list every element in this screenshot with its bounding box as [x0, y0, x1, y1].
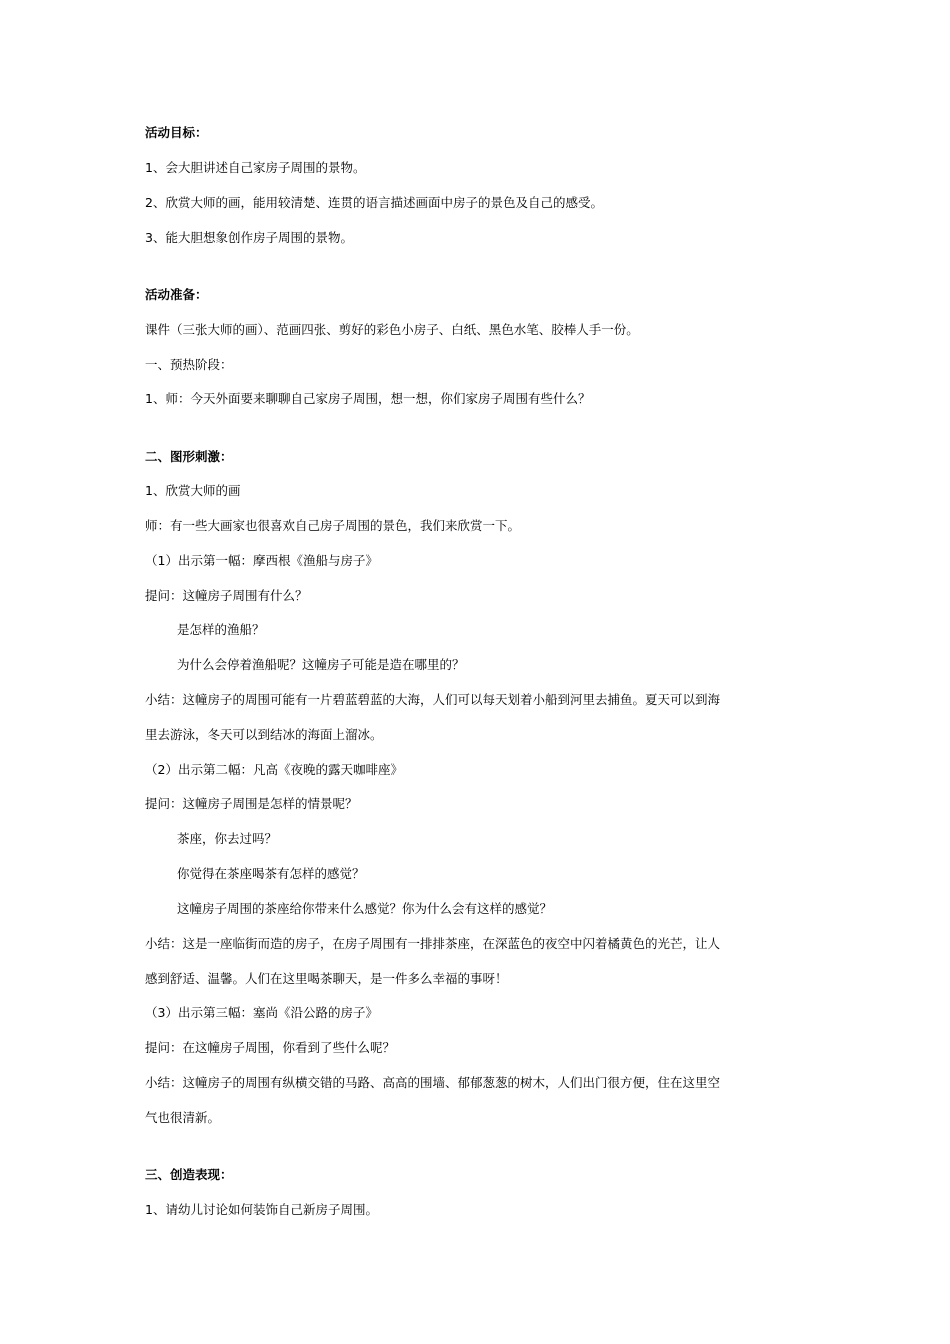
stimulus-item: （3）出示第三幅：塞尚《沿公路的房子》	[145, 1005, 378, 1020]
stimulus-item: 气也很清新。	[145, 1110, 221, 1125]
goal-item-3: 3、能大胆想象创作房子周围的景物。	[145, 230, 353, 245]
section-heading-goals: 活动目标：	[145, 125, 208, 140]
stimulus-item: 提问：在这幢房子周围，你看到了些什么呢？	[145, 1040, 396, 1055]
section-heading-stimulus: 二、图形刺激：	[145, 449, 233, 464]
stimulus-item: 提问：这幢房子周围是怎样的情景呢？	[145, 796, 358, 811]
stimulus-item: （1）出示第一幅：摩西根《渔船与房子》	[145, 553, 378, 568]
stimulus-item: 小结：这幢房子的周围可能有一片碧蓝碧蓝的大海，人们可以每天划着小船到河里去捕鱼。夏天可以到海	[145, 692, 721, 707]
preparation-materials: 课件（三张大师的画）、范画四张、剪好的彩色小房子、白纸、黑色水笔、胶棒人手一份。	[145, 322, 639, 337]
creation-item-1: 1、请幼儿讨论如何装饰自己新房子周围。	[145, 1202, 378, 1217]
stimulus-item: 感到舒适、温馨。人们在这里喝茶聊天，是一件多么幸福的事呀！	[145, 971, 508, 986]
stimulus-item: 小结：这幢房子的周围有纵横交错的马路、高高的围墙、郁郁葱葱的树木，人们出门很方便，住在这里空	[145, 1075, 721, 1090]
stimulus-item: 为什么会停着渔船呢？这幢房子可能是造在哪里的？	[177, 657, 465, 672]
warmup-heading: 一、预热阶段：	[145, 357, 233, 372]
goal-item-1: 1、会大胆讲述自己家房子周围的景物。	[145, 160, 366, 175]
stimulus-item: 1、欣赏大师的画	[145, 483, 241, 498]
warmup-item-1: 1、师：今天外面要来聊聊自己家房子周围，想一想，你们家房子周围有些什么？	[145, 391, 591, 406]
stimulus-item: 是怎样的渔船？	[177, 622, 265, 637]
stimulus-item: （2）出示第二幅：凡高《夜晚的露天咖啡座》	[145, 762, 403, 777]
section-heading-preparation: 活动准备：	[145, 287, 208, 302]
stimulus-item: 提问：这幢房子周围有什么？	[145, 588, 308, 603]
stimulus-item: 茶座，你去过吗？	[177, 831, 278, 846]
stimulus-item: 师：有一些大画家也很喜欢自己房子周围的景色，我们来欣赏一下。	[145, 518, 521, 533]
stimulus-item: 里去游泳，冬天可以到结冰的海面上溜冰。	[145, 727, 383, 742]
section-heading-creation: 三、创造表现：	[145, 1167, 233, 1182]
goal-item-2: 2、欣赏大师的画，能用较清楚、连贯的语言描述画面中房子的景色及自己的感受。	[145, 195, 603, 210]
stimulus-item: 小结：这是一座临街而造的房子，在房子周围有一排排茶座，在深蓝色的夜空中闪着橘黄色的光芒，让人	[145, 936, 721, 951]
stimulus-item: 你觉得在茶座喝茶有怎样的感觉？	[177, 866, 365, 881]
stimulus-item: 这幢房子周围的茶座给你带来什么感觉？你为什么会有这样的感觉？	[177, 901, 553, 916]
